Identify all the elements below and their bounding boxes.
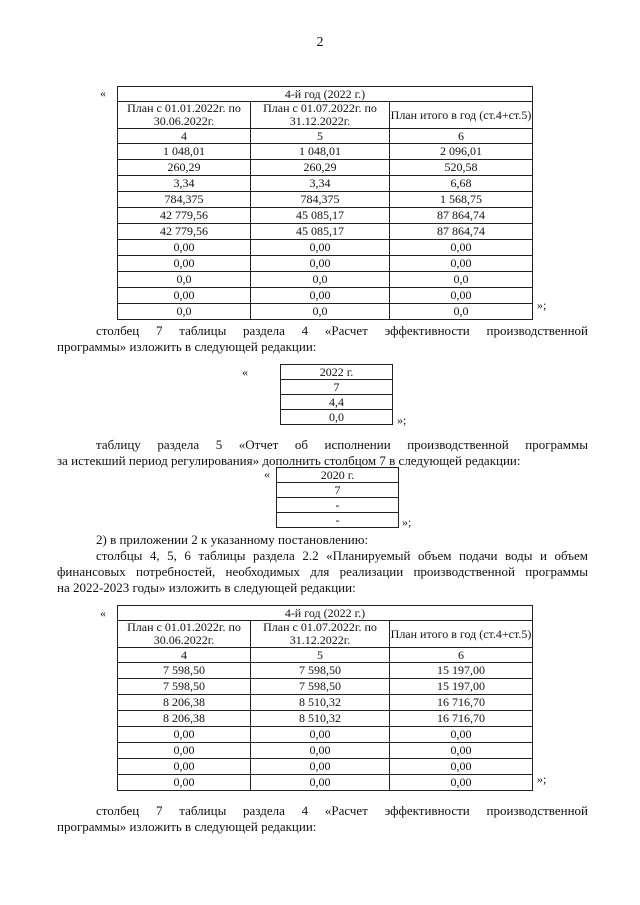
column-header: План с 01.01.2022г. по 30.06.2022г.: [118, 621, 251, 648]
table-row: [118, 256, 533, 272]
paragraph-line: столбец 7 таблицы раздела 4 «Расчет эффективности производственной: [96, 323, 588, 338]
paragraph-line: таблицу раздела 5 «Отчет об исполнении производственной программы: [96, 437, 588, 452]
table-row: [118, 176, 533, 192]
cell: 8 206,38: [118, 711, 251, 727]
cell: 0,00: [390, 240, 533, 256]
paragraph-line: столбцы 4, 5, 6 таблицы раздела 2.2 «Планируемый объем подачи воды и объем: [96, 548, 588, 563]
table-title: 4-й год (2022 г.): [118, 606, 533, 621]
cell: -: [277, 513, 399, 528]
open-quote: «: [100, 86, 106, 100]
table-row: [118, 711, 533, 727]
cell: 0,00: [118, 759, 251, 775]
cell: 0,00: [118, 288, 251, 304]
cell: 784,375: [251, 192, 390, 208]
column-number: 4: [118, 129, 251, 144]
cell: 0,0: [118, 272, 251, 288]
table-row: [118, 679, 533, 695]
paragraph-line: программы» изложить в следующей редакции:: [57, 339, 317, 354]
cell: 3,34: [251, 176, 390, 192]
paragraph-line: финансовых потребностей, необходимых для реализации производственной программы: [57, 564, 588, 579]
cell: 0,00: [390, 759, 533, 775]
cell: 260,29: [251, 160, 390, 176]
column-number: 6: [390, 129, 533, 144]
cell: 16 716,70: [390, 695, 533, 711]
open-quote: «: [100, 606, 106, 620]
cell: 6,68: [390, 176, 533, 192]
cell: 1 048,01: [251, 144, 390, 160]
column-header: План итого в год (ст.4+ст.5): [390, 102, 533, 129]
cell: 42 779,56: [118, 208, 251, 224]
cell: 0,00: [251, 288, 390, 304]
cell: 0,0: [390, 304, 533, 320]
open-quote: «: [264, 467, 270, 481]
cell: 0,00: [118, 727, 251, 743]
table-row: [281, 395, 393, 410]
cell: 87 864,74: [390, 224, 533, 240]
table-row: [118, 272, 533, 288]
cell: 45 085,17: [251, 224, 390, 240]
paragraph-line: 2) в приложении 2 к указанному постановлению:: [96, 532, 369, 547]
cell: 7 598,50: [251, 679, 390, 695]
cell: 7 598,50: [251, 663, 390, 679]
table-row: [118, 663, 533, 679]
paragraph-line: программы» изложить в следующей редакции:: [57, 819, 317, 834]
close-quote: »;: [537, 772, 547, 786]
column-header: 2020 г.: [277, 468, 399, 483]
column-header: План с 01.07.2022г. по 31.12.2022г.: [251, 102, 390, 129]
close-quote: »;: [402, 515, 412, 529]
table-column-7-2020: [276, 467, 399, 528]
table-row: [118, 224, 533, 240]
cell: 0,00: [390, 256, 533, 272]
cell: 8 510,32: [251, 695, 390, 711]
cell: 7: [281, 380, 393, 395]
cell: -: [277, 498, 399, 513]
column-number: 5: [251, 129, 390, 144]
table-row: [118, 759, 533, 775]
cell: 0,00: [390, 288, 533, 304]
cell: 0,0: [390, 272, 533, 288]
cell: 0,00: [251, 256, 390, 272]
table-row: [277, 513, 399, 528]
table-plan-2022: [117, 86, 533, 320]
cell: 87 864,74: [390, 208, 533, 224]
paragraph-line: за истекший период регулирования» дополнить столбцом 7 в следующей редакции:: [57, 453, 521, 468]
table-row: [118, 288, 533, 304]
close-quote: »;: [397, 413, 407, 427]
column-header: 2022 г.: [281, 365, 393, 380]
cell: 0,0: [251, 304, 390, 320]
cell: 8 510,32: [251, 711, 390, 727]
cell: 42 779,56: [118, 224, 251, 240]
cell: 4,4: [281, 395, 393, 410]
cell: 0,00: [251, 775, 390, 791]
table-title: 4-й год (2022 г.): [118, 87, 533, 102]
table-row: [118, 160, 533, 176]
table-row: [118, 775, 533, 791]
column-header: План итого в год (ст.4+ст.5): [390, 621, 533, 648]
cell: 1 568,75: [390, 192, 533, 208]
cell: 7: [277, 483, 399, 498]
table-water-supply-2022: [117, 605, 533, 791]
page-number: 2: [316, 35, 324, 50]
table-row: [281, 410, 393, 425]
cell: 0,00: [251, 727, 390, 743]
cell: 0,0: [251, 272, 390, 288]
cell: 0,00: [390, 775, 533, 791]
paragraph-line: на 2022-2023 годы» изложить в следующей редакции:: [57, 580, 356, 595]
cell: 784,375: [118, 192, 251, 208]
table-row: [118, 743, 533, 759]
cell: 0,00: [251, 759, 390, 775]
cell: 15 197,00: [390, 663, 533, 679]
table-row: [118, 144, 533, 160]
table-row: [277, 483, 399, 498]
cell: 0,00: [118, 240, 251, 256]
table-row: [118, 192, 533, 208]
column-number: 6: [390, 648, 533, 663]
cell: 0,0: [118, 304, 251, 320]
cell: 0,00: [118, 775, 251, 791]
table-row: [118, 208, 533, 224]
column-header: План с 01.01.2022г. по 30.06.2022г.: [118, 102, 251, 129]
column-header: План с 01.07.2022г. по 31.12.2022г.: [251, 621, 390, 648]
cell: 520,58: [390, 160, 533, 176]
table-row: [118, 304, 533, 320]
cell: 0,0: [281, 410, 393, 425]
cell: 3,34: [118, 176, 251, 192]
table-row: [281, 380, 393, 395]
paragraph-line: столбец 7 таблицы раздела 4 «Расчет эффективности производственной: [96, 803, 588, 818]
close-quote: »;: [537, 298, 547, 312]
cell: 16 716,70: [390, 711, 533, 727]
cell: 15 197,00: [390, 679, 533, 695]
cell: 260,29: [118, 160, 251, 176]
cell: 7 598,50: [118, 679, 251, 695]
column-number: 4: [118, 648, 251, 663]
cell: 1 048,01: [118, 144, 251, 160]
table-row: [277, 498, 399, 513]
cell: 8 206,38: [118, 695, 251, 711]
cell: 2 096,01: [390, 144, 533, 160]
table-row: [118, 240, 533, 256]
cell: 0,00: [118, 256, 251, 272]
column-number: 5: [251, 648, 390, 663]
cell: 7 598,50: [118, 663, 251, 679]
table-row: [118, 695, 533, 711]
table-row: [118, 727, 533, 743]
cell: 0,00: [390, 727, 533, 743]
table-column-7-2022: [280, 364, 393, 425]
cell: 0,00: [118, 743, 251, 759]
cell: 0,00: [251, 743, 390, 759]
cell: 0,00: [251, 240, 390, 256]
cell: 0,00: [390, 743, 533, 759]
cell: 45 085,17: [251, 208, 390, 224]
open-quote: «: [242, 365, 248, 379]
